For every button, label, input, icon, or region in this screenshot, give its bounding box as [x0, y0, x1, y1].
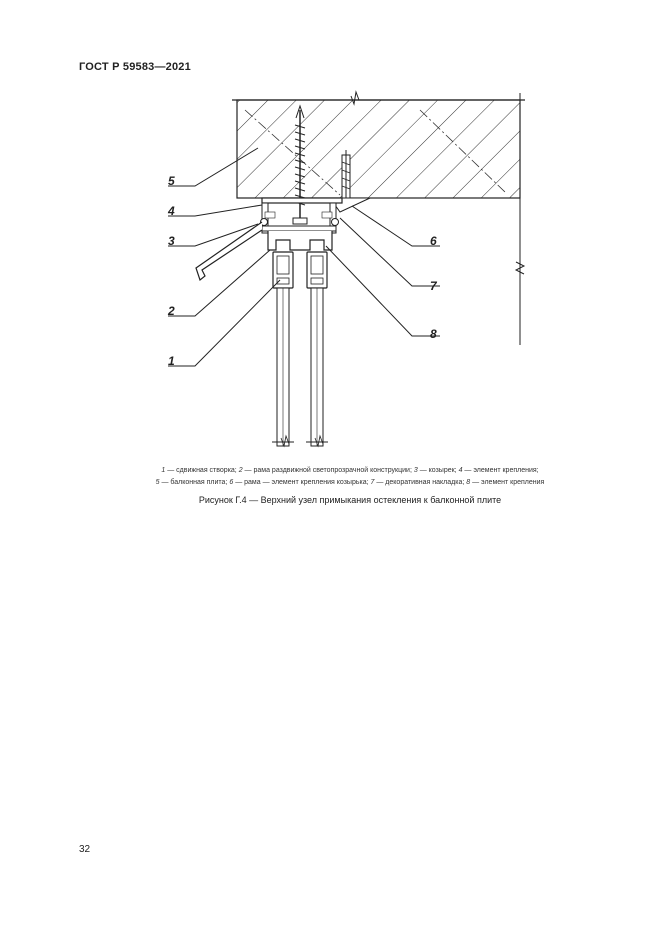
document-header: ГОСТ Р 59583—2021: [79, 61, 191, 73]
legend-text: — козырек;: [417, 467, 459, 474]
mounting-profile: [261, 198, 343, 233]
callout-7: 7: [430, 279, 437, 293]
callout-4: 4: [168, 204, 175, 218]
legend-num: 1: [161, 467, 166, 474]
callout-1: 1: [168, 354, 175, 368]
sliding-frame: [268, 231, 332, 446]
legend-text: — декоративная накладка;: [374, 479, 467, 486]
legend-text: — рама раздвижной светопрозрачной конструкции;: [242, 467, 414, 474]
legend-text: — элемент крепления: [470, 479, 545, 486]
legend-num: 7: [370, 479, 375, 486]
callout-2: 2: [168, 304, 175, 318]
legend-text: — элемент крепления;: [462, 467, 539, 474]
callout-8: 8: [430, 327, 437, 341]
legend-num: 5: [155, 479, 160, 486]
figure-caption: Рисунок Г.4 — Верхний узел примыкания остекления к балконной плите: [198, 495, 502, 505]
figure-legend: [60, 465, 640, 489]
canopy: [196, 222, 262, 280]
callout-5: 5: [168, 174, 175, 188]
legend-num: 2: [238, 467, 243, 474]
legend-text: — балконная плита;: [159, 479, 230, 486]
callout-6: 6: [430, 234, 437, 248]
balcony-slab: [232, 92, 525, 345]
legend-num: 6: [229, 479, 234, 486]
legend-num: 3: [413, 467, 418, 474]
legend-num: 4: [458, 467, 463, 474]
legend-num: 8: [466, 479, 471, 486]
legend-line-2: [60, 477, 640, 489]
legend-text: — сдвижная створка;: [165, 467, 239, 474]
callout-3: 3: [168, 234, 175, 248]
page-number: 32: [79, 844, 91, 855]
legend-line-1: [60, 465, 640, 477]
legend-text: — рама — элемент крепления козырька;: [233, 479, 371, 486]
